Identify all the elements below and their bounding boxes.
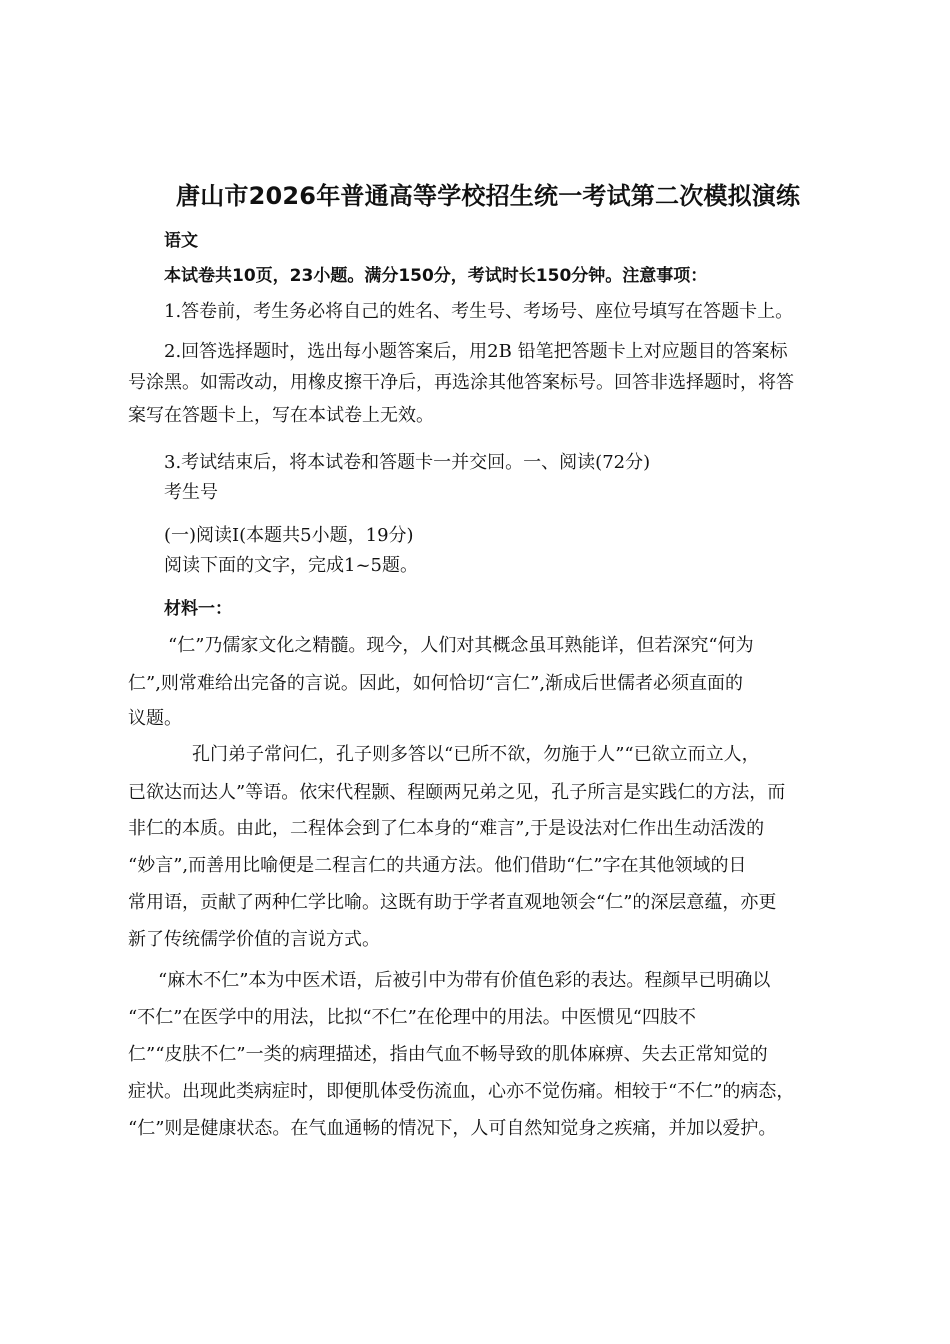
subject-label: 语文 (164, 231, 198, 251)
note-2: 2.回答选择题时，选出每小题答案后，用2B 铅笔把答题卡上对应题目的答案标 (164, 341, 788, 362)
note-3: 3.考试结束后，将本试卷和答题卡一并交回。一、阅读(72分) (164, 452, 651, 473)
paragraph-2-line-2: 已欲达而达人”等语。依宋代程颢、程颐两兄弟之见，孔子所言是实践仁的方法，而 (128, 782, 786, 803)
section-heading: (一)阅读I(本题共5小题，19分) (164, 525, 414, 546)
paragraph-2-line-5: 常用语，贡献了两种仁学比喻。这既有助于学者直观地领会“仁”的深层意蕴，亦更 (128, 892, 777, 913)
note-2-cont: 号涂黑。如需改动，用橡皮擦干净后，再选涂其他答案标号。回答非选择题时，将答 (128, 372, 794, 393)
paragraph-1-line-1: “仁”乃儒家文化之精髓。现今，人们对其概念虽耳熟能详，但若深究“何为 (168, 635, 754, 656)
exam-title: 唐山市2026年普通高等学校招生统一考试第二次模拟演练 (176, 182, 801, 210)
paragraph-2-line-4: “妙言”,而善用比喻便是二程言仁的共通方法。他们借助“仁”字在其他领域的日 (128, 855, 747, 876)
paragraph-1-line-2: 仁”,则常难给出完备的言说。因此，如何恰切“言仁”,渐成后世儒者必须直面的 (128, 673, 744, 694)
paragraph-3-line-4: 症状。出现此类病症时，即便肌体受伤流血，心亦不觉伤痛。相较于“不仁”的病态， (128, 1081, 795, 1102)
material-label: 材料一： (164, 599, 232, 619)
paragraph-3-line-2: “不仁”在医学中的用法，比拟“不仁”在伦理中的用法。中医惯见“四肢不 (128, 1007, 697, 1028)
examinee-number-label: 考生号 (164, 482, 218, 503)
paragraph-2-line-1: 孔门弟子常问仁，孔子则多答以“已所不欲，勿施于人”“已欲立而立人， (192, 744, 760, 765)
paragraph-3-line-3: 仁”“皮肤不仁”一类的病理描述，指由气血不畅导致的肌体麻痹、失去正常知觉的 (128, 1044, 768, 1065)
note-2-cont2: 案写在答题卡上，写在本试卷上无效。 (128, 405, 434, 426)
paragraph-2-line-6: 新了传统儒学价值的言说方式。 (128, 929, 380, 950)
paragraph-1-line-3: 议题。 (128, 708, 182, 729)
paragraph-3-line-1: “麻木不仁”本为中医术语，后被引中为带有价值色彩的表达。程颜早已明确以 (158, 970, 771, 991)
paragraph-2-line-3: 非仁的本质。由此，二程体会到了仁本身的“难言”,于是设法对仁作出生动活泼的 (128, 818, 765, 839)
paragraph-3-line-5: “仁”则是健康状态。在气血通畅的情况下，人可自然知觉身之疾痛，并加以爱护。 (128, 1118, 777, 1139)
note-1: 1.答卷前，考生务必将自己的姓名、考生号、考场号、座位号填写在答题卡上。 (164, 301, 794, 322)
reading-instruction: 阅读下面的文字，完成1~5题。 (164, 555, 418, 576)
exam-info: 本试卷共10页，23小题。满分150分，考试时长150分钟。注意事项： (164, 266, 708, 286)
